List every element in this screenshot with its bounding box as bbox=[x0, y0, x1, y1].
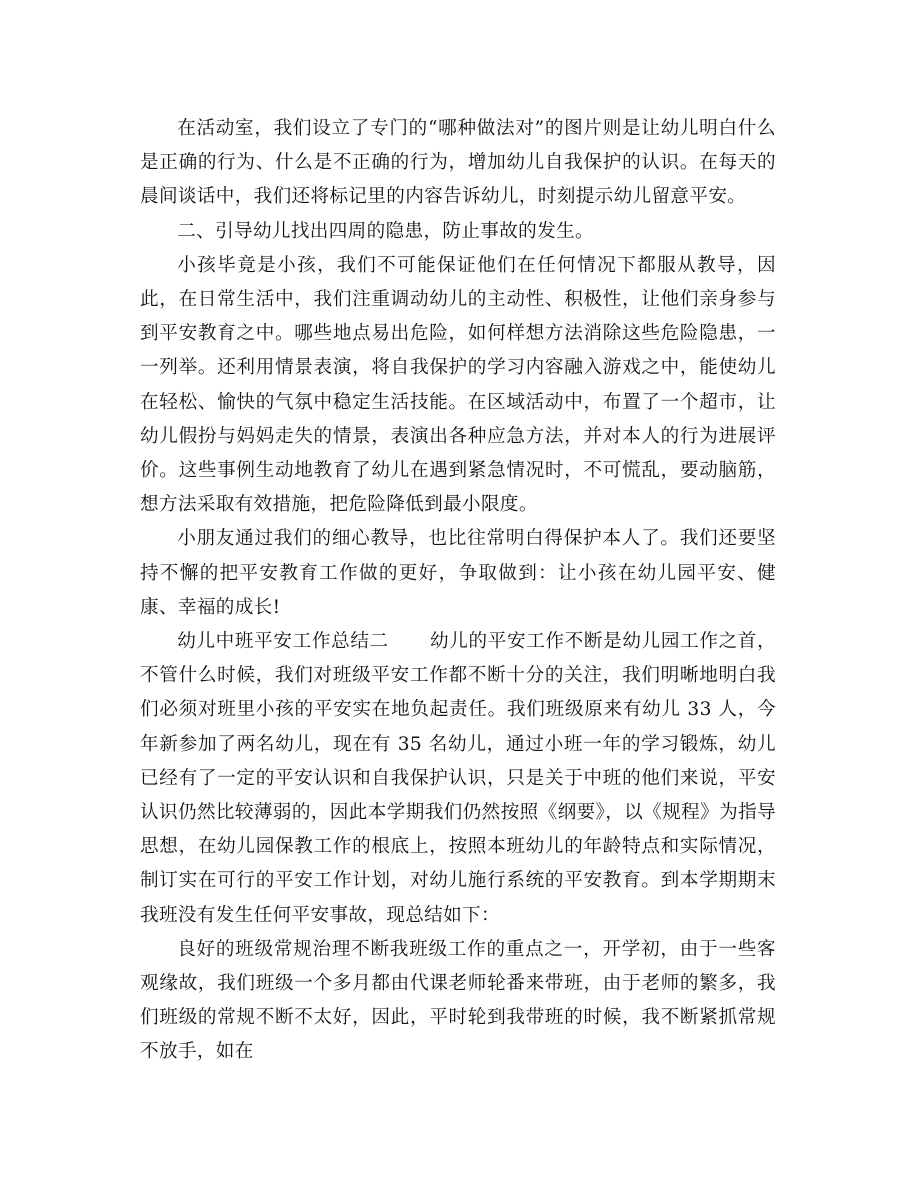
summary-two-title: 幼儿中班平安工作总结二 bbox=[177, 631, 389, 653]
paragraph-child-participation: 小孩毕竟是小孩，我们不可能保证他们在任何情况下都服从教导，因此，在日常生活中，我们注重调动幼儿的主动性、积极性，让他们亲身参与到平安教育之中。哪些地点易出危险，如何样想方法消除这些危险隐患，一一列举。还利用情景表演，将自我保护的学习内容融入游戏之中，能使幼儿在轻松、愉快的气氛中稳定生活技能。在区域活动中，布置了一个超市，让幼儿假扮与妈妈走失的情景，表演出各种应急方法，并对本人的行为进展评价。这些事例生动地教育了幼儿在遇到紧急情况时，不可慌乱，要动脑筋，想方法采取有效措施，把危险降低到最小限度。 bbox=[140, 254, 776, 516]
paragraph-activity-room: 在活动室，我们设立了专门的“哪种做法对”的图片则是让幼儿明白什么是正确的行为、什么是不正确的行为，增加幼儿自我保护的认识。在每天的晨间谈话中，我们还将标记里的内容告诉幼儿，时刻提示幼儿留意平安。 bbox=[140, 118, 776, 208]
paragraph-summary-two bbox=[140, 625, 776, 933]
paragraph-conclusion: 小朋友通过我们的细心教导，也比往常明白得保护本人了。我们还要坚持不懈的把平安教育工作做的更好，争取做到：让小孩在幼儿园平安、健康、幸福的成长! bbox=[140, 528, 776, 618]
paragraph-section-two-heading: 二、引导幼儿找出四周的隐患，防止事故的发生。 bbox=[177, 220, 594, 242]
document-page bbox=[140, 112, 776, 1070]
summary-two-body: 幼儿的平安工作不断是幼儿园工作之首，不管什么时候，我们对班级平安工作都不断十分的关注，我们明晰地明白我们必须对班里小孩的平安实在地负起责任。我们班级原来有幼儿 33 人，今年新参加了两名幼儿，现在有 35 名幼儿，通过小班一年的学习锻炼，幼儿已经有了一定的平安认识和自我保护认识，只是关于中班的他们来说，平安认识仍然比较薄弱的，因此本学期我们仍然按照《纲要》，以《规程》为指导思想，在幼儿园保教工作的根底上，按照本班幼儿的年龄特点和实际情况，制订实在可行的平安工作计划，对幼儿施行系统的平安教育。到本学期期末我班没有发生任何平安事故，现总结如下： bbox=[140, 631, 776, 926]
paragraph-class-routine: 良好的班级常规治理不断我班级工作的重点之一，开学初，由于一些客观缘故，我们班级一个多月都由代课老师轮番来带班，由于老师的繁多，我们班级的常规不断不太好，因此，平时轮到我带班的时候，我不断紧抓常规不放手，如在 bbox=[140, 938, 776, 1063]
